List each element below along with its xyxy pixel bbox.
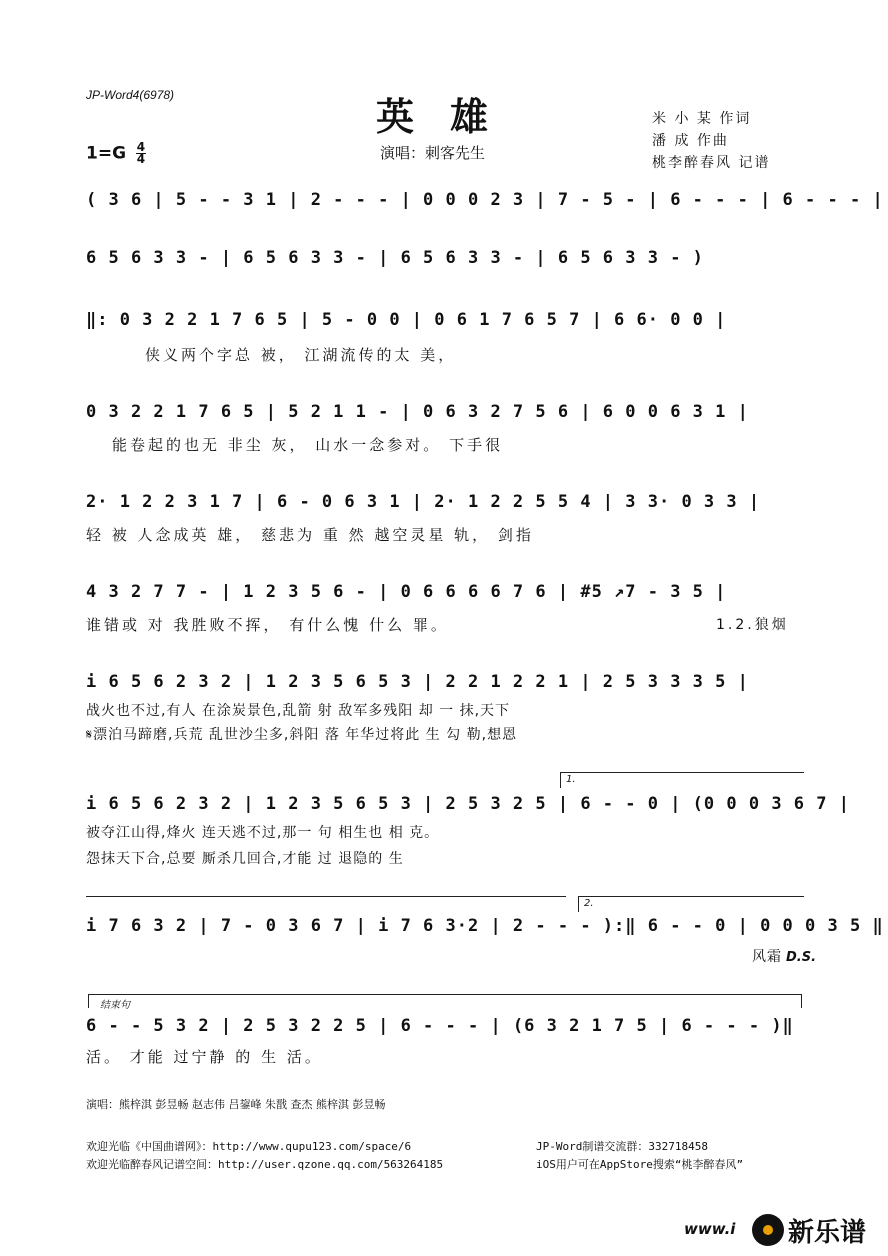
score-row-6-lyric: 谁错或 对 我胜败不挥， 有什么愧 什么 罪。: [86, 616, 449, 634]
score-row-2-notes: 6 5 6 3 3 - | 6 5 6 3 3 - | 6 5 6 3 3 - | 6 5 6 3 3 - ): [86, 248, 704, 268]
coda-line: [88, 994, 802, 995]
volta-1-line: [560, 772, 804, 773]
transcriber-credit: 桃李醉春风 记谱: [652, 155, 771, 171]
score-row-7-lyric-2: 𝄋漂泊马蹄磨,兵荒 乱世沙尘多,斜阳 落 年华过将此 生 勾 勒,想恩: [86, 727, 518, 743]
volta-2-hook: [578, 896, 579, 912]
volta-2-label: 2.: [584, 898, 594, 909]
volta-1-label: 1.: [566, 774, 576, 785]
score-row-8-lyric-2: 怨抹天下合,总要 厮杀几回合,才能 过 退隐的 生: [86, 851, 404, 867]
score-row-5-lyric: 轻 被 人念成英 雄， 慈悲为 重 然 越空灵星 轨， 剑指: [86, 526, 534, 544]
score-row-8-notes: i 6 5 6 2 3 2 | 1 2 3 5 6 5 3 | 2 5 3 2 5 | 6 - - 0 | (0 0 0 3 6 7 |: [86, 794, 850, 814]
score-row-9-lyric: 风霜: [752, 949, 782, 965]
score-row-3-lyric: 侠义两个字总 被， 江湖流传的太 美，: [145, 346, 457, 364]
score-row-1-notes: ( 3 6 | 5 - - 3 1 | 2 - - - | 0 0 0 2 3 | 7 - 5 - | 6 - - - | 6 - - - |: [86, 190, 884, 210]
singer-line: 演唱：刺客先生: [380, 144, 486, 162]
score-row-8-lyric: 被夺江山得,烽火 连天逃不过,那一 句 相生也 相 克。: [86, 825, 440, 841]
footer-ios-info: iOS用户可在AppStore搜索“桃李醉春风”: [536, 1158, 744, 1171]
score-row-4-notes: 0 3 2 2 1 7 6 5 | 5 2 1 1 - | 0 6 3 2 7 5 6 | 6 0 0 6 3 1 |: [86, 402, 749, 422]
footer-link-qzone[interactable]: 欢迎光临醉春风记谱空间：http://user.qzone.qq.com/563264185: [86, 1158, 444, 1171]
performers-line: 演唱：熊梓淇 彭昱畅 赵志伟 吕鋆峰 朱戬 查杰 熊梓淇 彭昱畅: [86, 1098, 386, 1111]
volta-2-line: [578, 896, 804, 897]
score-row-3-notes: ‖: 0 3 2 2 1 7 6 5 | 5 - 0 0 | 0 6 1 7 6 5 7 | 6 6· 0 0 |: [86, 310, 727, 330]
page-title: 英雄: [376, 94, 525, 139]
watermark-brand: 新乐谱: [788, 1218, 867, 1248]
disc-icon: [752, 1214, 784, 1246]
coda-hook-left: [88, 994, 89, 1008]
dal-segno-mark: D.S.: [786, 950, 817, 965]
volta-1-continuation: [86, 896, 566, 897]
time-top: 4: [136, 140, 146, 154]
score-row-10-notes: 6 - - 5 3 2 | 2 5 3 2 2 5 | 6 - - - | (6 3 2 1 7 5 | 6 - - - )‖: [86, 1016, 794, 1036]
version-label: JP-Word4(6978): [86, 88, 175, 102]
score-row-9-notes: i 7 6 3 2 | 7 - 0 3 6 7 | i 7 6 3·2 | 2 - - - ):‖ 6 - - 0 | 0 0 0 3 5 ‖: [86, 916, 884, 936]
coda-hook-right: [801, 994, 802, 1008]
repeat-marker: 1.2.狼烟: [716, 617, 789, 633]
watermark-url: www.i: [684, 1220, 736, 1238]
key-signature: [86, 142, 146, 165]
coda-label: 结束句: [100, 1000, 130, 1011]
lyricist-credit: 米 小 某 作词: [652, 111, 752, 127]
composer-credit: 潘 成 作曲: [652, 133, 729, 149]
volta-1-hook: [560, 772, 561, 788]
score-row-4-lyric: 能卷起的也无 非尘 灰， 山水一念参对。 下手很: [112, 436, 504, 454]
footer-group-info: JP-Word制谱交流群：332718458: [536, 1140, 708, 1153]
time-bottom: 4: [136, 152, 146, 166]
time-signature: [136, 142, 146, 165]
score-row-10-lyric: 活。 才能 过宁静 的 生 活。: [86, 1048, 323, 1066]
footer-link-qupu[interactable]: 欢迎光临《中国曲谱网》：http://www.qupu123.com/space/6: [86, 1140, 412, 1153]
score-row-7-lyric: 战火也不过,有人 在涂炭景色,乱箭 射 敌军多残阳 却 一 抹,天下: [86, 703, 511, 719]
score-row-7-notes: i 6 5 6 2 3 2 | 1 2 3 5 6 5 3 | 2 2 1 2 2 1 | 2 5 3 3 3 5 |: [86, 672, 749, 692]
score-row-6-notes: 4 3 2 7 7 - | 1 2 3 5 6 - | 0 6 6 6 6 7 6 | #5 ↗7 - 3 5 |: [86, 582, 727, 602]
score-row-5-notes: 2· 1 2 2 3 1 7 | 6 - 0 6 3 1 | 2· 1 2 2 5 5 4 | 3 3· 0 3 3 |: [86, 492, 761, 512]
key-label: 1=G: [86, 143, 127, 164]
